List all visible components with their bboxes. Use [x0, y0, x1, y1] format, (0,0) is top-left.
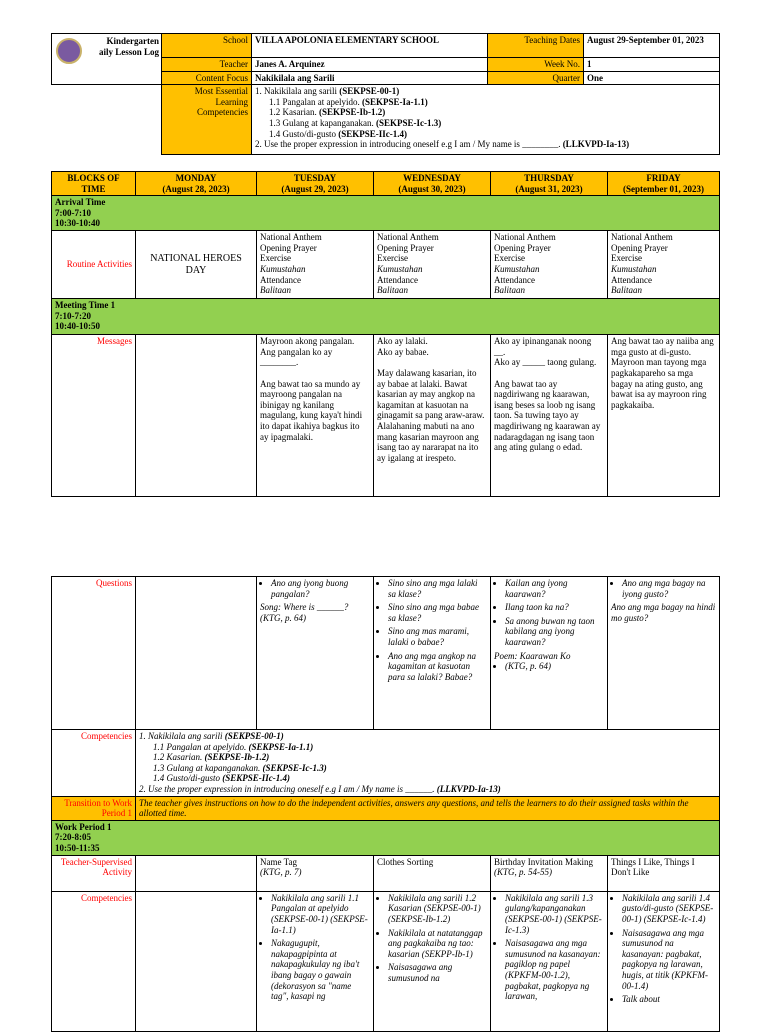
comp2-thursday — [491, 891, 608, 1031]
quarter-label: Quarter — [488, 71, 584, 85]
list-item: • Ano ang mga bagay na iyong gusto? — [622, 578, 716, 599]
list-item: • Sa anong buwan ng taon kabilang ang iyong kaarawan? — [505, 616, 604, 648]
school-label: School — [162, 34, 252, 58]
mel-item: 1.1 Pangalan at apelyido. (SEKPSE-Ia-1.1) — [269, 96, 428, 107]
focus-value: Nakikilala ang Sarili — [252, 71, 488, 85]
list-item: • Sino sino ang mga babae sa klase? — [388, 602, 487, 623]
routine-activities-label: Routine Activities — [52, 231, 136, 299]
list-item: • Nakikilala ang sarili 1.2 Kasarian (SEKPSE-00-1) (SEKPSE-Ib-1.2) — [388, 893, 487, 925]
list-item: • Talk about — [622, 994, 716, 1005]
teacher-label: Teacher — [162, 58, 252, 72]
routine-wednesday: National Anthem Opening Prayer Exercise Kumustahan Attendance Balitaan — [374, 231, 491, 299]
col-monday: MONDAY (August 28, 2023) — [136, 172, 257, 196]
dates-label: Teaching Dates — [488, 34, 584, 58]
messages-friday: Ang bawat tao ay naiiba ang mga gusto at di-gusto. Mayroon man tayong mga pagkakapareho sa mga bagay na ating gusto, ang bawat isa ay mayroon ring pagkakaiba. — [608, 335, 720, 497]
questions-friday: • Ano ang mga bagay na iyong gusto? Ano ang mga bagay na hindi mo gusto? — [608, 577, 720, 730]
teacher-value: Janes A. Arquinez — [252, 58, 488, 72]
log-title-line2: aily Lesson Log — [98, 46, 159, 57]
competency-item: 1.1 Pangalan at apelyido. (SEKPSE-Ia-1.1) — [153, 741, 314, 752]
schedule-table — [51, 171, 720, 497]
focus-label: Content Focus — [162, 71, 252, 85]
competency-item: 2. Use the proper expression in introducing oneself e.g I am / My name is ______. (LLKVPD-Ia-13) — [139, 784, 501, 795]
log-title-line1: Kindergarten — [106, 36, 159, 46]
routine-friday: National Anthem Opening Prayer Exercise Kumustahan Attendance Balitaan — [608, 231, 720, 299]
transition-label: Transition to Work Period 1 — [52, 796, 136, 820]
questions-label: Questions — [52, 577, 136, 730]
comp2-tuesday — [257, 891, 374, 1031]
col-thursday: THURSDAY (August 31, 2023) — [491, 172, 608, 196]
ts-tuesday: Name Tag (KTG, p. 7) — [257, 855, 374, 891]
list-item: • Sino ang mas marami, lalaki o babae? — [388, 626, 487, 647]
header-table — [51, 33, 720, 155]
questions-monday — [136, 577, 257, 730]
ts-thursday: Birthday Invitation Making (KTG, p. 54-55) — [491, 855, 608, 891]
questions-wednesday — [374, 577, 491, 730]
questions-tuesday — [257, 577, 374, 730]
transition-text: The teacher gives instructions on how to do the independent activities, answers any questions, and tells the learners to do their assigned tasks within the allotted time. — [136, 796, 720, 820]
col-wednesday: WEDNESDAY (August 30, 2023) — [374, 172, 491, 196]
messages-wednesday: Ako ay lalaki. Ako ay babae. May dalawang kasarian, ito ay babae at lalaki. Bawat kasarian ay may angkop na kagamitan at kasuotan na ginagamit sa pang araw-araw. Alalahaning mabuti na ano mang kasarian mayroon ang isang tao ay nararapat na ito ay igalang at irespeto. — [374, 335, 491, 497]
list-item: • Nakikilala ang sarili 1.1 Pangalan at apelyido (SEKPSE-00-1) (SEKPSE-Ia-1.1) — [271, 893, 370, 935]
mel-item: 1.2 Kasarian. (SEKPSE-Ib-1.2) — [269, 107, 386, 118]
list-item: • Naisasagawa ang mga sumusunod na kasanayan: pagiklop ng papel (KPKFM-00-1.2), pagbakat, pagkopya ng larawan, — [505, 938, 604, 1002]
logo-cell — [52, 34, 162, 85]
list-item: • Ano ang mga angkop na kagamitan at kasuotan para sa lalaki? Babae? — [388, 651, 487, 683]
work-period-row: Work Period 1 7:20-8:05 10:50-11:35 — [52, 820, 720, 855]
week-value: 1 — [584, 58, 720, 72]
list-item: • (KTG, p. 64) — [505, 661, 604, 672]
list-item: • Kailan ang iyong kaarawan? — [505, 578, 604, 599]
schedule-table-page2 — [51, 576, 720, 1032]
competency-item: 1.2 Kasarian. (SEKPSE-Ib-1.2) — [153, 752, 270, 763]
messages-tuesday: Mayroon akong pangalan. Ang pangalan ko ay ________. Ang bawat tao sa mundo ay mayroong pangalan na ibinigay ng kanilang magulang, kung kaya't hindi ito dapat ikahiya bagkus ito ay ipagmalaki. — [257, 335, 374, 497]
mel-item: 1. Nakikilala ang sarili (SEKPSE-00-1) — [255, 86, 400, 97]
school-value: VILLA APOLONIA ELEMENTARY SCHOOL — [252, 34, 488, 58]
competency-item: 1. Nakikilala ang sarili (SEKPSE-00-1) — [139, 731, 284, 741]
dates-value: August 29-September 01, 2023 — [584, 34, 720, 58]
col-tuesday: TUESDAY (August 29, 2023) — [257, 172, 374, 196]
list-item: • Nakikilala at natatanggap ang pagkakaiba ng tao: kasarian (SEKPP-Ib-1) — [388, 928, 487, 960]
arrival-time-row: Arrival Time 7:00-7:10 10:30-10:40 — [52, 196, 720, 231]
ts-wednesday: Clothes Sorting — [374, 855, 491, 891]
list-item: • Sino sino ang mga lalaki sa klase? — [388, 578, 487, 599]
messages-label: Messages — [52, 335, 136, 497]
monday-holiday: NATIONAL HEROES DAY — [136, 231, 257, 299]
comp2-monday — [136, 891, 257, 1031]
meeting-time-row: Meeting Time 1 7:10-7:20 10:40-10:50 — [52, 299, 720, 335]
list-item: • Nakikilala ang sarili 1.4 gusto/di-gusto (SEKPSE-00-1) (SEKPSE-Ic-1.4) — [622, 893, 716, 925]
routine-tuesday: National Anthem Opening Prayer Exercise Kumustahan Attendance Balitaan — [257, 231, 374, 299]
messages-thursday: Ako ay ipinanganak noong __. Ako ay _____ taong gulang. Ang bawat tao ay nagdiriwang ng kaarawan, isang beses sa loob ng isang taon. Sa tuwing tayo ay magdiriwang ng kaarawan ay nadaragdagan ng isang taon ang ating gulang o edad. — [491, 335, 608, 497]
competencies-list — [136, 730, 720, 797]
comp2-friday — [608, 891, 720, 1031]
routine-thursday: National Anthem Opening Prayer Exercise Kumustahan Attendance Balitaan — [491, 231, 608, 299]
mel-list — [252, 85, 720, 155]
competency-item: 1.4 Gusto/di-gusto (SEKPSE-IIc-1.4) — [153, 773, 291, 784]
list-item: • Naisasagawa ang sumusunod na — [388, 962, 487, 983]
list-item: • Nakikilala ang sarili 1.3 gulang/kapanganakan (SEKPSE-00-1) (SEKPSE-Ic-1.3) — [505, 893, 604, 935]
competency-item: 1.3 Gulang at kapanganakan. (SEKPSE-Ic-1.3) — [153, 762, 327, 773]
mel-item: 2. Use the proper expression in introducing oneself e.g I am / My name is ________. (LLKVPD-Ia-13) — [255, 139, 630, 150]
ts-monday — [136, 855, 257, 891]
mel-label: Most Essential Learning Competencies — [162, 85, 252, 155]
poem-note: Poem: Kaarawan Ko — [494, 650, 571, 661]
competencies-label: Competencies — [52, 730, 136, 797]
song-note: Song: Where is ______? (KTG, p. 64) — [260, 602, 349, 623]
deped-seal-icon — [56, 38, 82, 64]
teacher-supervised-label: Teacher-Supervised Activity — [52, 855, 136, 891]
messages-monday — [136, 335, 257, 497]
ts-friday: Things I Like, Things I Don't Like — [608, 855, 720, 891]
mel-item: 1.3 Gulang at kapanganakan. (SEKPSE-Ic-1.3) — [269, 118, 442, 129]
week-label: Week No. — [488, 58, 584, 72]
list-item: • Nakagugupit, nakapagpipinta at nakapagkukulay ng iba't ibang bagay o gawain (dekorasyon sa "name tag", kasapi ng — [271, 938, 370, 1002]
comp2-wednesday — [374, 891, 491, 1031]
col-blocks-of-time: BLOCKS OF TIME — [52, 172, 136, 196]
competencies2-label: Competencies — [52, 891, 136, 1031]
col-friday: FRIDAY (September 01, 2023) — [608, 172, 720, 196]
questions-thursday — [491, 577, 608, 730]
list-item: • Ano ang iyong buong pangalan? — [271, 578, 370, 599]
list-item: • Ilang taon ka na? — [505, 602, 604, 613]
list-item: • Naisasagawa ang mga sumusunod na kasanayan: pagbakat, pagkopya ng larawan, hugis, at titik (KPKFM-00-1.4) — [622, 928, 716, 992]
quarter-value: One — [584, 71, 720, 85]
mel-item: 1.4 Gusto/di-gusto (SEKPSE-IIc-1.4) — [269, 128, 408, 139]
